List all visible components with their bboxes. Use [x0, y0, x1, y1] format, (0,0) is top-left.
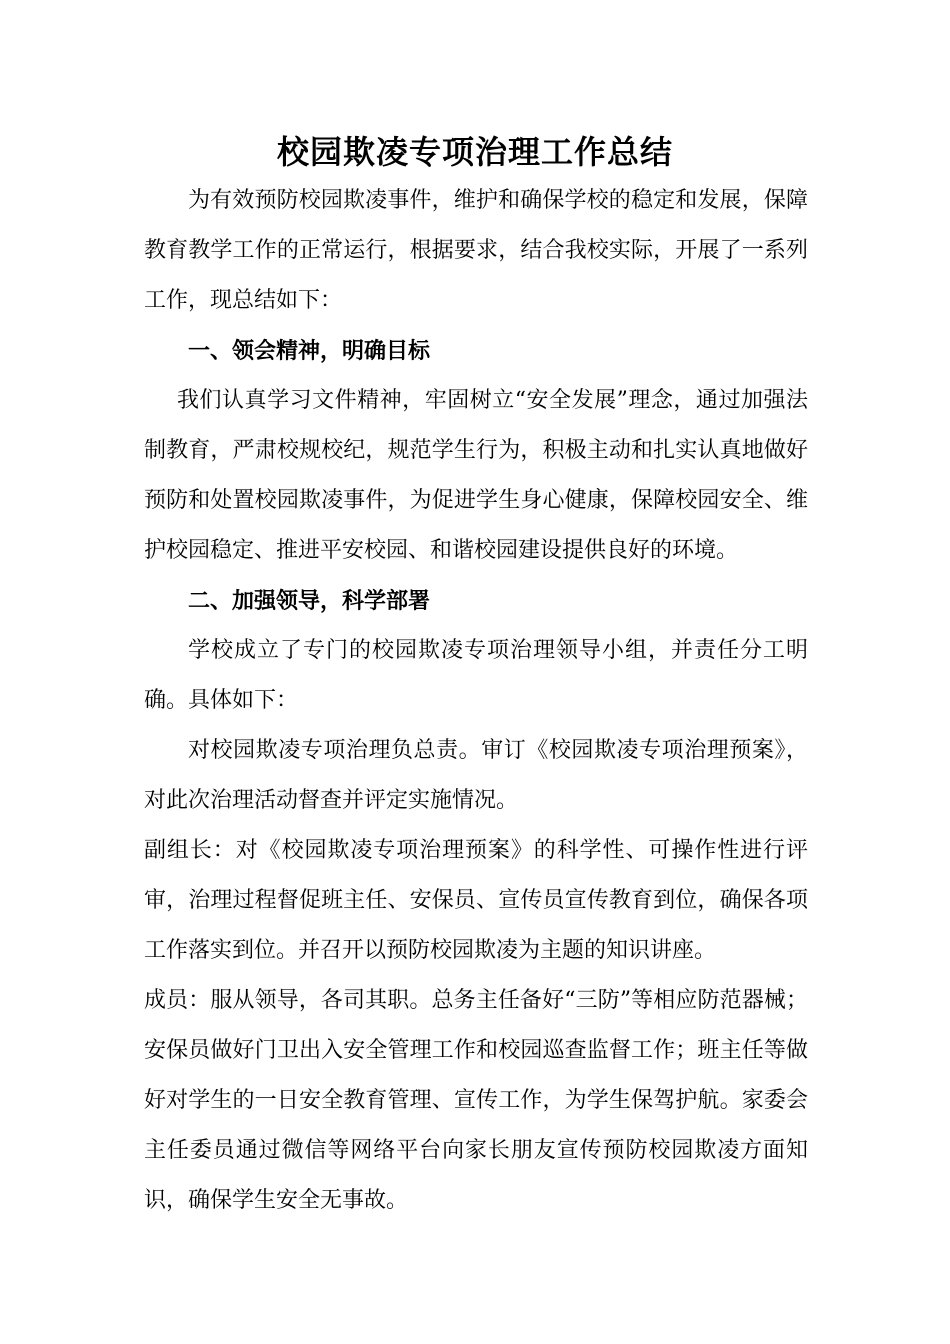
leader-duty-paragraph: 对校园欺凌专项治理负总责。审订《校园欺凌专项治理预案》，对此次治理活动督查并评定实施情况。 — [144, 738, 808, 813]
intro-paragraph: 为有效预防校园欺凌事件，维护和确保学校的稳定和发展，保障教育教学工作的正常运行，根据要求，结合我校实际，开展了一系列工作，现总结如下： — [144, 188, 808, 313]
document-body — [144, 176, 808, 1226]
deputy-leader-paragraph: 副组长：对《校园欺凌专项治理预案》的科学性、可操作性进行评审，治理过程督促班主任、安保员、宣传员宣传教育到位，确保各项工作落实到位。并召开以预防校园欺凌为主题的知识讲座。 — [144, 838, 808, 963]
section-2-paragraph: 学校成立了专门的校园欺凌专项治理领导小组，并责任分工明确。具体如下： — [144, 638, 808, 713]
section-heading-1: 一、领会精神，明确目标 — [188, 338, 431, 364]
section-1-paragraph: 我们认真学习文件精神，牢固树立“安全发展”理念，通过加强法制教育，严肃校规校纪，规范学生行为，积极主动和扎实认真地做好预防和处置校园欺凌事件，为促进学生身心健康，保障校园安全、维护校园稳定、推进平安校园、和谐校园建设提供良好的环境。 — [144, 388, 808, 563]
members-paragraph: 成员：服从领导，各司其职。总务主任备好“三防”等相应防范器械；安保员做好门卫出入安全管理工作和校园巡查监督工作；班主任等做好对学生的一日安全教育管理、宣传工作，为学生保驾护航。家委会主任委员通过微信等网络平台向家长朋友宣传预防校园欺凌方面知识，确保学生安全无事故。 — [144, 988, 808, 1213]
section-heading-2: 二、加强领导，科学部署 — [188, 588, 431, 614]
document-title: 校园欺凌专项治理工作总结 — [276, 133, 673, 171]
